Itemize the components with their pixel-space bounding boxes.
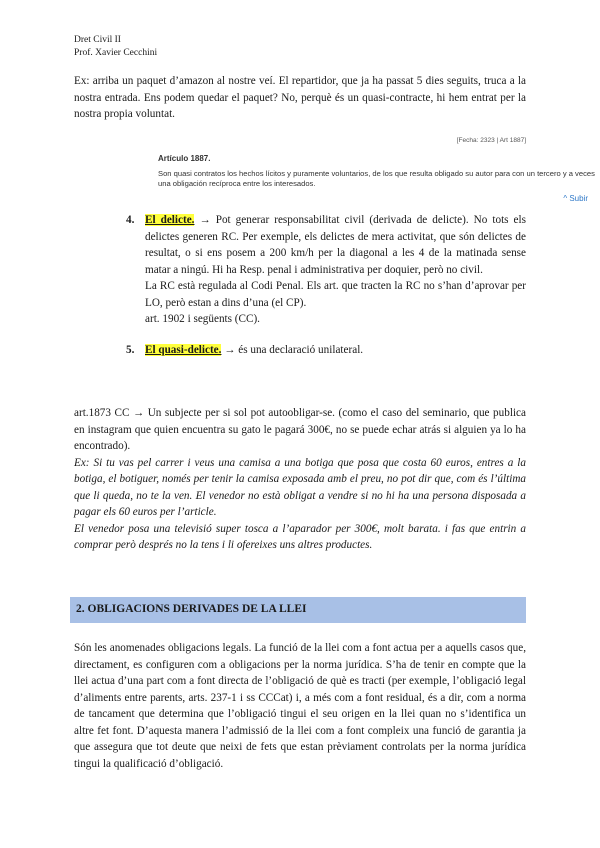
list-number: 4. [126, 214, 135, 226]
professor-name: Prof. Xavier Cecchini [74, 48, 158, 58]
course-title: Dret Civil II [74, 35, 121, 45]
paragraph-example-amazon: Ex: arriba un paquet d’amazon al nostre veí. El repartidor, que ja ha passat 5 dies seguits, truca a la nostra entrada. Ens podem quedar el paquet? No, perquè és un quasi-contracte, hi hem entrat per la nostra propia voluntat. [74, 75, 526, 120]
list-number: 5. [126, 344, 135, 356]
example-television: El venedor posa una televisió super tosca a l’aparador per 300€, molt barata. i fas que entrin a comprar però després no la tens i li ofereixes uns altres productes. [74, 522, 526, 551]
reference-tag: [Fecha: 2323 | Art 1887] [456, 137, 526, 144]
document-header [74, 34, 157, 60]
delicte-text-3: art. 1902 i següents (CC). [145, 313, 260, 325]
section-title: 2. OBLIGACIONS DERIVADES DE LA LLEI [76, 603, 307, 615]
scroll-up-link[interactable]: ^ Subir [563, 194, 588, 203]
highlight-delicte: El delicte. [145, 214, 195, 226]
delicte-text: → Pot generar responsabilitat civil (derivada de delicte). No tots els delictes generen RC. Per exemple, els delictes de mera activitat, que són delictes de resultat, o si ens posem a 200 km/h per la diagonal a les 4 de la matinada sense matar a ningú. Hi ha Resp. penal i administrativa per doquier, però no civil. [145, 214, 526, 276]
section-heading [70, 597, 526, 623]
quasi-delicte-text: → és una declaració unilateral. [221, 344, 364, 356]
example-shirt: Ex: Si tu vas pel carrer i veus una camisa a una botiga que posa que costa 60 euros, entres a la botiga, el botiguer, només per tenir la camisa exposada amb el preu, no pot dir que, com és l’última que li queda, no te la ven. El venedor no està obligat a vendre si no hi ha una persona disposada a pagar els 60 euros per l’article. [74, 456, 526, 518]
art-1873-text: art.1873 CC → Un subjecte per si sol pot autoobligar-se. (como el caso del seminario, que publica en instagram que quien encuentra su gato le pagará 300€, no se puede echar atrás si alguien ya lo ha encontrado). [74, 407, 526, 452]
quoted-article [158, 154, 596, 189]
delicte-text-2: La RC està regulada al Codi Penal. Els art. que tracten la RC no s’han d’aprovar per LO, però estan a dins d’una (el CP). [145, 280, 526, 309]
paragraph-art-1873 [74, 405, 526, 554]
paragraph-obligacions-legals: Són les anomenades obligacions legals. La funció de la llei com a font actua per a aquells casos que, directament, es configuren com a obligacions per la norma jurídica. S’ha de tenir en compte que la llei actua d’una part com a font directa de l’obligació de què es tracti (per exemple, l’obligació legal d’aliments entre parents, arts. 237-1 i ss CCCat) i, a més com a font residual, és a dir, com a norma de tancament que determina que l’obligació tingui el seu origen en la llei quan no s’identifica un altre fet font. D’aquesta manera l’admissió de la llei com a font compleix una funció de garantia ja que assegura que tot deute que neixi de fets que estan prèviament controlats per la norma jurídica tingui la qualificació d’obligació. [74, 642, 526, 770]
highlight-quasi-delicte: El quasi-delicte. [145, 344, 222, 356]
list-item-delicte [126, 212, 526, 328]
list-item-quasi-delicte [126, 342, 526, 359]
quote-title: Artículo 1887. [158, 154, 211, 163]
quote-text: Son quasi contratos los hechos lícitos y puramente voluntarios, de los que resulta obligado su autor para con un tercero y a veces una obligación recíproca entre los interesados. [158, 169, 595, 188]
